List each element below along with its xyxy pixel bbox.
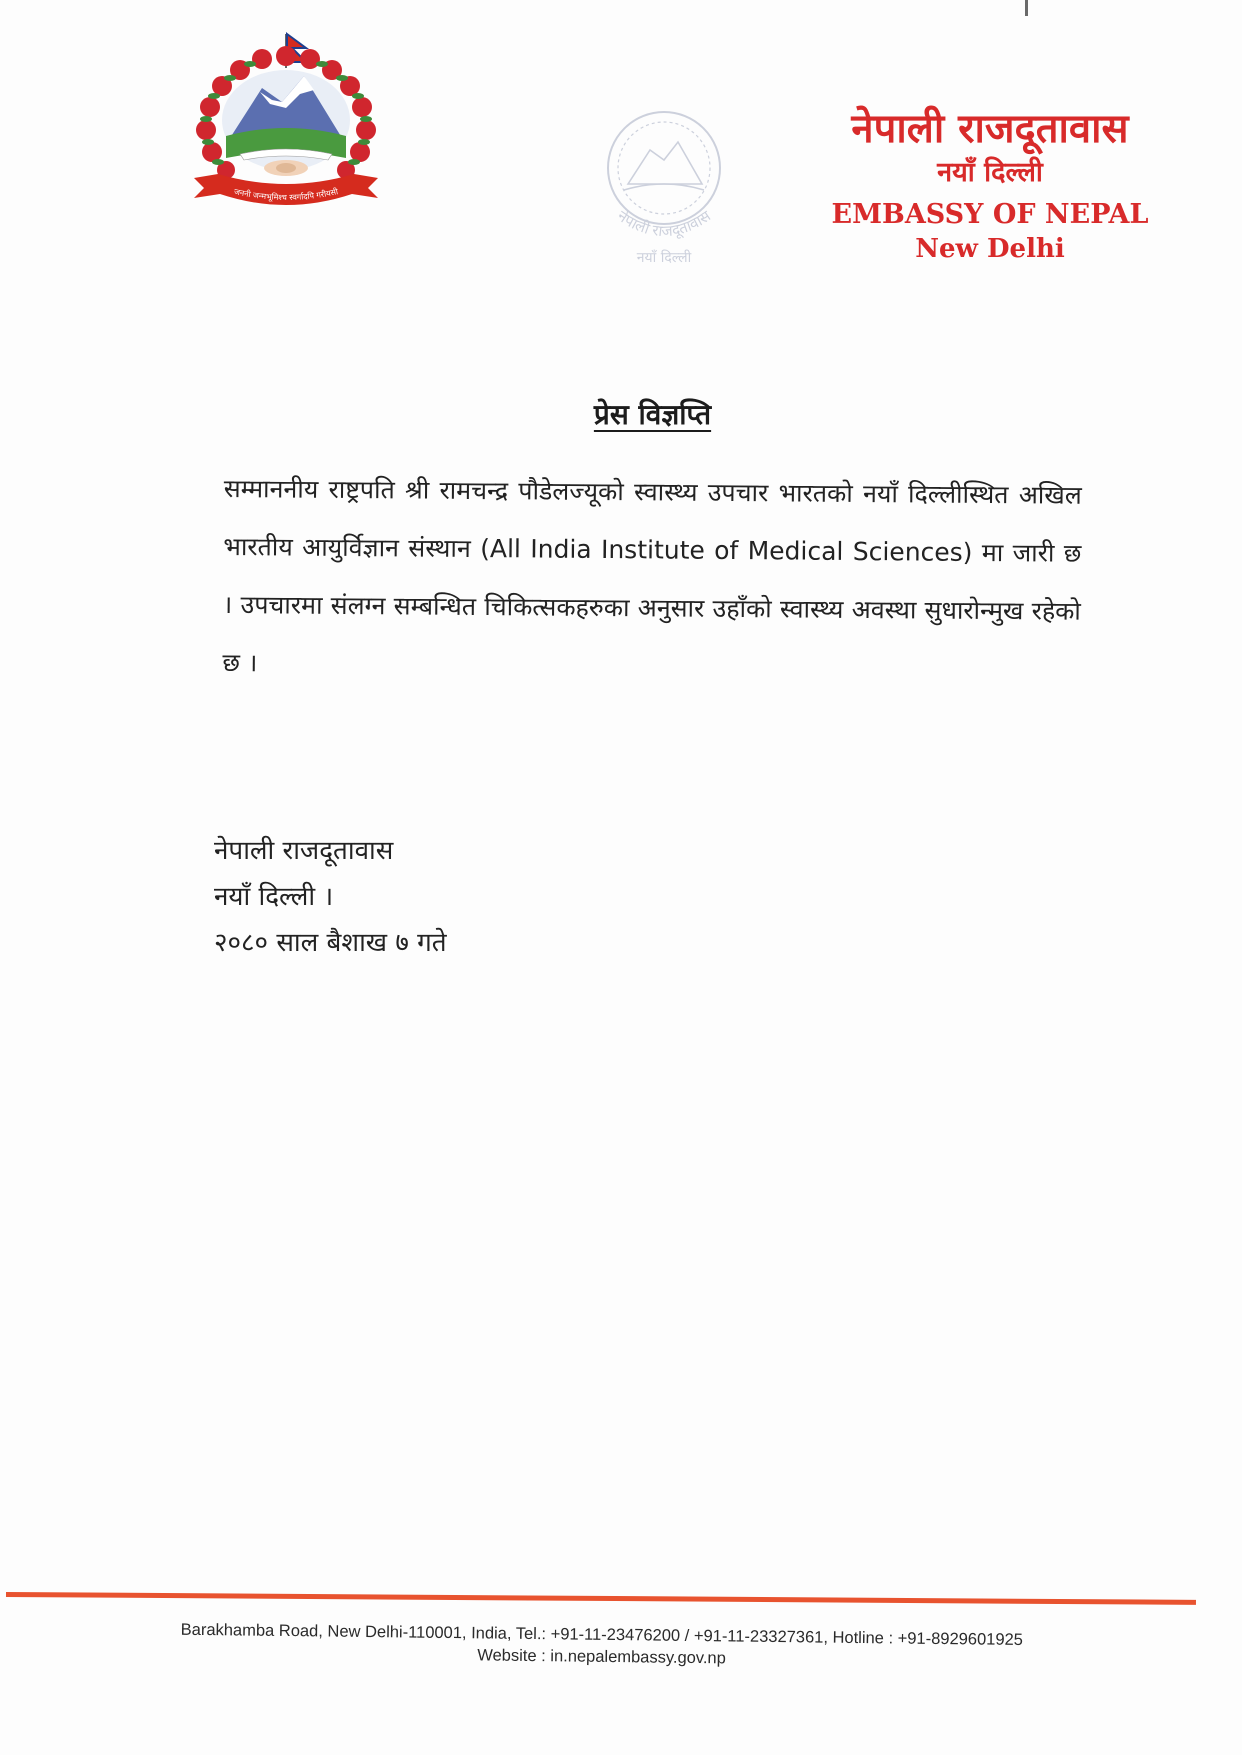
footer-website: Website : in.nepalembassy.gov.np [477,1646,726,1668]
footer-contact [121,1618,1081,1674]
signature-city: नयाँ दिल्ली । [214,882,334,912]
embassy-name-nepali: नेपाली राजदूतावास [851,106,1129,152]
embassy-seal-icon [578,98,750,270]
signature-block [214,828,447,966]
city-name-english: New Delhi [915,234,1065,264]
press-release-body: सम्माननीय राष्ट्रपति श्री रामचन्द्र पौडेलज्यूको स्वास्थ्य उपचार भारतको नयाँ दिल्लीस्थित अखिल भारतीय आयुर्विज्ञान संस्थान (All India Institute of Medical Sciences) मा जारी छ । उपचारमा संलग्न सम्बन्धित चिकित्सकहरुका अनुसार उहाँको स्वास्थ्य अवस्था सुधारोन्मुख रहेको छ । [222,473,1082,678]
nepal-coat-of-arms-icon [182,28,390,218]
signature-date: २०८० साल बैशाख ७ गते [214,928,447,958]
svg-text:नेपाली राजदूतावास [614,206,715,240]
signature-org: नेपाली राजदूतावास [214,836,394,866]
scan-edge-mark [1025,0,1028,16]
embassy-name-english: EMBASSY OF NEPAL [831,199,1149,230]
emblem-motto: जननी जन्मभूमिश्च स्वर्गादपि गरीयसी [233,187,339,203]
footer-divider [6,1592,1196,1605]
letterhead-header [800,105,1180,265]
seal-text-line2: नयाँ दिल्ली [636,250,692,266]
press-release-title: प्रेस विज्ञप्ति [593,398,712,431]
city-name-nepali: नयाँ दिल्ली [937,157,1043,188]
footer-address-line: Barakhamba Road, New Delhi-110001, India, Tel.: +91-11-23476200 / +91-11-23327361, Hotline : +91-8929601925 [180,1620,1024,1650]
seal-text-line1: नेपाली राजदूतावास [614,206,714,241]
